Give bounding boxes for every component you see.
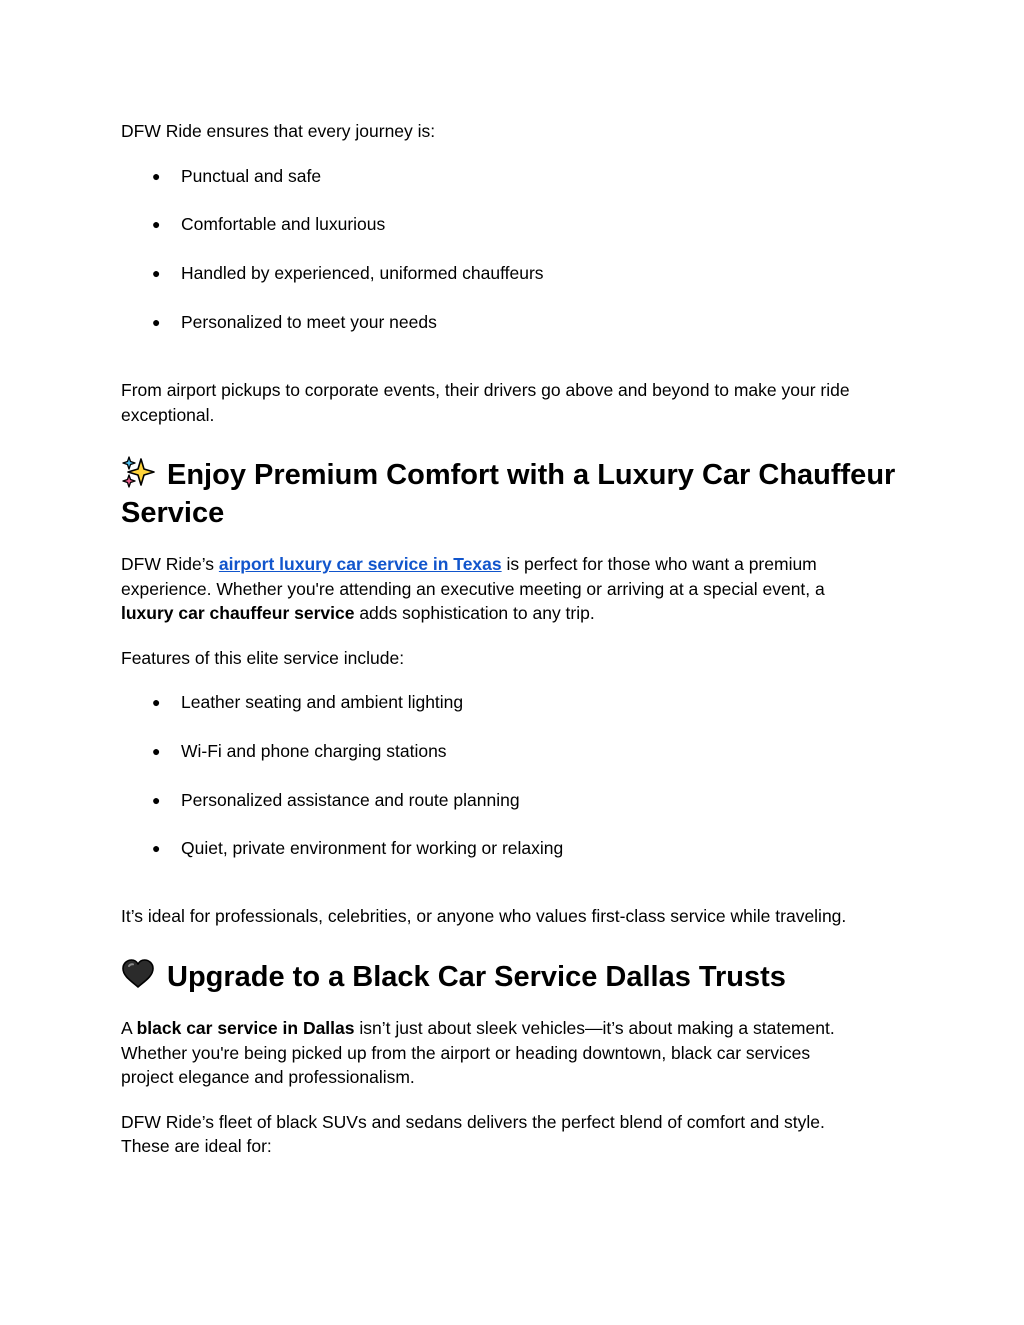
list-item-text: Quiet, private environment for working or relaxing [181,838,564,858]
luxury-paragraph-line1 [121,552,817,577]
bullet-icon: ● [152,314,161,330]
luxury-paragraph-prefix: DFW Ride’s [121,554,219,574]
bullet-icon: ● [152,792,161,808]
intro-closing-line2: exceptional. [121,405,215,425]
intro-lead: DFW Ride ensures that every journey is: [121,121,436,141]
list-item-text: Wi-Fi and phone charging stations [181,741,447,761]
bullet-icon: ● [152,694,161,710]
bullet-icon: ● [152,265,161,281]
list-item-text: Punctual and safe [181,166,322,186]
luxury-paragraph-suffix: is perfect for those who want a premium [501,554,817,574]
luxury-paragraph-line2: experience. Whether you're attending an executive meeting or arriving at a special event, a [121,579,825,599]
luxury-heading [121,456,895,494]
black-heart-icon [121,958,155,990]
luxury-closing: It’s ideal for professionals, celebrities, or anyone who values first-class service while traveling. [121,906,847,926]
features-lead: Features of this elite service include: [121,648,405,668]
fleet-paragraph-line2: These are ideal for: [121,1136,272,1156]
fleet-paragraph-line1: DFW Ride’s fleet of black SUVs and sedans delivers the perfect blend of comfort and style. [121,1112,825,1132]
black-car-paragraph-prefix: A [121,1018,137,1038]
black-car-paragraph-suffix: isn’t just about sleek vehicles—it’s about making a statement. [354,1018,835,1038]
bullet-icon: ● [152,840,161,856]
black-car-service-bold-text: black car service in Dallas [136,1018,355,1038]
black-car-heading-text: Upgrade to a Black Car Service Dallas Trusts [167,961,786,993]
luxury-heading-line1: Enjoy Premium Comfort with a Luxury Car Chauffeur [167,459,896,491]
sparkles-icon [121,456,155,488]
bullet-icon: ● [152,216,161,232]
intro-closing-line1: From airport pickups to corporate events, their drivers go above and beyond to make your ride [121,380,850,400]
bullet-icon: ● [152,168,161,184]
bullet-icon: ● [152,743,161,759]
list-item-text: Handled by experienced, uniformed chauffeurs [181,263,544,283]
list-item-text: Personalized to meet your needs [181,312,437,332]
luxury-paragraph-line3 [121,601,595,626]
black-car-paragraph-line3: project elegance and professionalism. [121,1067,415,1087]
luxury-paragraph-rest: adds sophistication to any trip. [354,603,595,623]
black-car-heading [121,958,786,996]
list-item-text: Leather seating and ambient lighting [181,692,464,712]
airport-luxury-car-service-link[interactable]: airport luxury car service in Texas [218,554,502,574]
list-item-text: Personalized assistance and route planning [181,790,520,810]
black-car-paragraph-line1 [121,1016,835,1041]
list-item-text: Comfortable and luxurious [181,214,386,234]
black-car-paragraph-line2: Whether you're being picked up from the airport or heading downtown, black car services [121,1043,811,1063]
luxury-heading-line2: Service [121,497,225,529]
luxury-chauffeur-bold-text: luxury car chauffeur service [121,603,355,623]
